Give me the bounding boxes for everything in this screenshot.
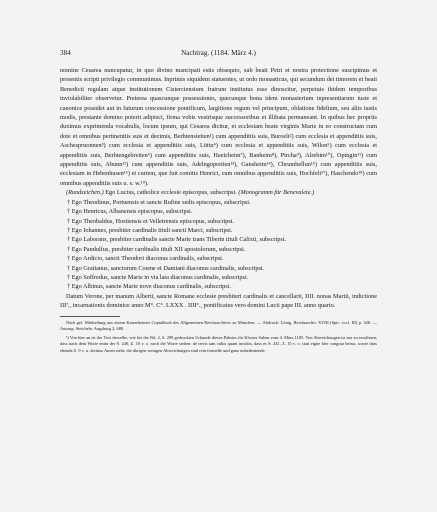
rota-note: (Rundzeichen.) — [66, 189, 104, 197]
signature-line: † Ego Soffredus, sancte Marie in via lata diaconus cardinalis, subscripsi. — [67, 273, 249, 281]
signature-line: † Ego Theobaldus, Hostiensis et Velletrensis episcopus, subscripsi. — [67, 217, 235, 225]
signature-line: † Ego Ardicio, sancti Theodori diaconus cardinalis, subscripsi. — [67, 255, 224, 263]
charter-paragraph: nomine Cesarea nuncupatur, in quo divino mancipati estis obsequio, sub beati Petri et nostra protectione suscipimus et presentis scripti privilegio communimus. Inprimis siquidem statuentes, ut ordo monasticus, qui secundum dei timorem et beati Benedicti regulam atque institutionem Cisterciensium fratrum institutus esse dinoscitur, perpetuis ibidem temporibus inviolabiliter observetur. Preterea quascunque possessiones, quecunque bona idem monasterium inpresentiarum iuste et canonice possidet aut in futurum concessione pontificum, largitione regum vel principum, oblatione fidelium, seu aliis iustis modis, prestante domino poterit adipisci, firma vobis vestrisque successoribus et illibata permaneant. In quibus hec propriis duximus exprimenda vocabulis, locum ipsum, qui Cesarea dicitur, et ecclesiam beate virginis Marie in eo constructam cum dote et omnibus pertinentiis suis et decimis, Berhtenstetten¹) cum appenditiis suis, Buroelt²) cum ecclesia et appenditiis suis, Aschespruonnen³) cum ecclesia et appenditiis suis, Lüttu⁴) cum ecclesia et appenditiis suis, Wilon⁵) cum ecclesia et appenditiis suis, Berhtengebreiten⁶) cum appenditiis suis, Haeicheim⁷), Banheim⁸), Pircha⁹), Alrebim¹⁰), Opingin¹¹) cum appenditiis suis, Abunn¹²) cum appenditiis suis, Adelngopreiten¹³), Gansheim¹⁴), Chrumbellun¹⁵) cum appenditiis suis, ecclesiam in Hebenhusen¹⁶) et curtem, que fuit comitis Henrici, cum omnibus appenditiis suis, Hochfelt¹⁷), Haschendo¹⁸) cum omnibus appenditiis suis u. s. w.¹⁹). — [60, 67, 377, 187]
footnotes — [60, 320, 377, 355]
signature-line: † Ego Albinus, sancte Marie nove diaconus cardinalis, subscripsi. — [67, 283, 232, 291]
page-number: 384 — [60, 49, 71, 57]
running-title: Nachtrag. (1184. März 4.) — [181, 49, 256, 57]
running-head — [60, 47, 377, 59]
signature-line: † Ego Pandulfus, presbiter cardinalis tituli XII apostolorum, subscripsi. — [67, 245, 246, 253]
signature-line: † Ego Iohannes, presbiter cardinalis tituli sancti Marci, subscripsi. — [67, 226, 233, 234]
signature-list — [60, 198, 377, 292]
signature-line: † Ego Theodinus, Portuensis et sancte Rufine sedis episcopus, subscripsi. — [67, 198, 251, 206]
pope-signature-line — [60, 188, 377, 197]
main-text — [60, 66, 377, 356]
footnote-divider — [60, 316, 120, 317]
monogram-note: (Monogramm für Benevalete.) — [238, 189, 315, 197]
pope-signature: Ego Lucius, catholice ecclesie episcopus, subscripsi. — [105, 189, 237, 197]
datum-clause: Datum Verone, per manum Alberti, sancte Romane ecclesie presbiteri cardinalis et cancellarii, IIII. nonas Martii, indictione IIIª., incarnationis dominice anno M°. C°. LXXX . IIII°., pontificatus vero domini Lucii pape III. anno quarto. — [60, 292, 377, 310]
signature-line: † Ego Laborans, presbiter cardinalis sancte Marie trans Tiberin tituli Calixti, subscripsi. — [67, 236, 287, 244]
footnote-1: ¹) Von hier an ist der Text derselbe, wie bei der Bd. 2, S. 299 gedruckten Urkunde dieses Pabstes für Kloster Salem vom 4. März 1185. Von Abweichungen ist nur zu erwähnen, dass nach dem Worte enim der S. 240, Z. 10 v. o. noch die Worte stehen: de terris tam cultis quam incultis, dass es S. 241, Z. 15 v. o. statt eigne hier congrua heisst, sowie dass ebenda Z. 9 v. u. divinus Amen steht; die übrigen wenigen Abweichungen sind rein formelle und ganz unbedeutende. — [60, 334, 377, 353]
signature-line: † Ego Gratianus, sanctorum Cosme et Damiani diaconus cardinalis, subscripsi. — [67, 264, 265, 272]
signature-line: † Ego Henricus, Albanensis episcopus, subscripsi. — [67, 208, 193, 216]
source-note: Nach gef. Mittheilung aus einem Kaiserheimer Copialbuch des Allgemeinen Reichsarchives zu München. — Abdruck: Lönig, Reichsarchiv XVIII (Spic. eccl. III) p. 326. — Auszug: Steichele, Augsburg 2, 680. — [60, 319, 377, 332]
